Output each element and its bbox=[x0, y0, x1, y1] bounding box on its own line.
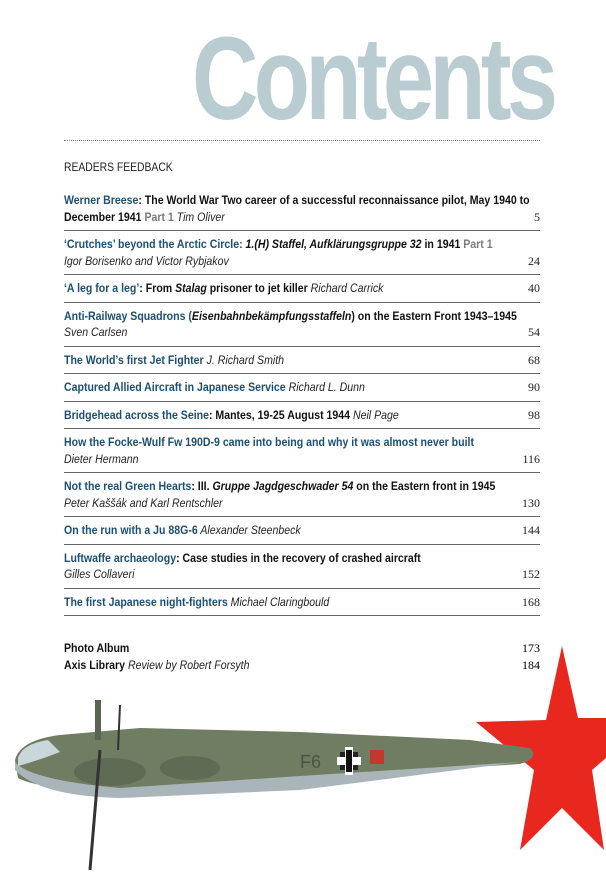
entry-text: on the Eastern front in 1945 bbox=[353, 479, 496, 493]
entry-author: Tim Oliver bbox=[173, 209, 225, 224]
entry-text: : III. bbox=[191, 479, 213, 493]
entry-author: Igor Borisenko and Victor Rybjakov bbox=[64, 253, 229, 268]
fuselage-code: F6 bbox=[300, 752, 322, 772]
entry-title bbox=[64, 478, 577, 511]
page-number: 173 bbox=[522, 641, 540, 655]
entry-text: Eisenbahnbekämpfungsstaffeln bbox=[191, 308, 352, 323]
entry-title bbox=[64, 308, 577, 341]
entry-part: Part 1 bbox=[463, 237, 493, 251]
entry-text: Luftwaffe archaeology bbox=[64, 550, 177, 565]
entry-title bbox=[64, 550, 577, 583]
entry-text: Anti-Railway Squadrons bbox=[64, 308, 186, 323]
contents-entry[interactable] bbox=[64, 303, 540, 347]
contents-entry[interactable] bbox=[64, 402, 540, 430]
readers-feedback-label: READERS FEEDBACK bbox=[64, 162, 173, 174]
entry-text: ‘Crutches’ beyond the Arctic Circle: bbox=[64, 237, 246, 251]
entry-text: ‘A leg for a leg’ bbox=[64, 281, 140, 295]
entry-title bbox=[64, 352, 577, 369]
contents-entry[interactable] bbox=[64, 473, 540, 517]
entry-author: Richard L. Dunn bbox=[285, 380, 365, 394]
entry-text: Bridgehead across the Seine bbox=[64, 407, 209, 422]
entry-author: Peter Kaššák and Karl Rentschler bbox=[64, 495, 223, 510]
entry-text: ( bbox=[185, 308, 192, 323]
page-title: Contents bbox=[192, 13, 554, 145]
contents-entry[interactable] bbox=[64, 429, 540, 473]
entry-text: Gruppe Jagdgeschwader 54 bbox=[212, 479, 354, 493]
entry-text: 1.(H) Staffel, Aufklärungsgruppe 32 bbox=[245, 237, 422, 251]
entry-title bbox=[64, 522, 577, 539]
entry-author: Sven Carlsen bbox=[64, 325, 128, 339]
entry-title bbox=[64, 192, 577, 225]
contents-entry[interactable] bbox=[64, 347, 540, 375]
page-number: 54 bbox=[528, 325, 540, 339]
contents-entry[interactable] bbox=[64, 589, 540, 617]
entry-title bbox=[64, 236, 577, 269]
entry-text: Photo Album bbox=[64, 641, 130, 655]
aircraft-illustration bbox=[0, 640, 606, 886]
page-number: 90 bbox=[528, 380, 540, 394]
entry-text: prisoner to jet killer bbox=[206, 281, 308, 295]
entry-title bbox=[64, 379, 577, 396]
page-number: 68 bbox=[528, 352, 540, 367]
entry-text: On the run with a Ju 88G-6 bbox=[64, 523, 198, 537]
entry-text: : Case studies in the recovery of crashed aircraft bbox=[176, 550, 421, 565]
contents-entry[interactable] bbox=[64, 374, 540, 402]
entry-title bbox=[64, 434, 577, 467]
contents-entry[interactable] bbox=[64, 517, 540, 545]
page-number: 184 bbox=[522, 658, 540, 672]
page-number: 24 bbox=[528, 253, 540, 268]
page-number: 144 bbox=[522, 523, 540, 537]
entry-text: : The World War Two career of a successful reconnaissance pilot, May 1940 to December 1941 bbox=[64, 193, 530, 224]
entry-text: Captured Allied Aircraft in Japanese Service bbox=[64, 380, 286, 394]
entry-author: Dieter Hermann bbox=[64, 451, 139, 466]
entry-text: : Mantes, 19-25 August 1944 bbox=[208, 407, 351, 422]
entry-text: Axis Library bbox=[64, 658, 126, 672]
dotted-divider bbox=[64, 140, 540, 141]
entry-text: The World’s first Jet Fighter bbox=[64, 352, 204, 367]
page-number: 152 bbox=[522, 567, 540, 581]
contents-entry[interactable] bbox=[64, 231, 540, 275]
entry-text: The first Japanese night-fighters bbox=[64, 594, 228, 609]
entry-title bbox=[64, 407, 577, 424]
entry-title bbox=[64, 594, 577, 611]
entry-author: J. Richard Smith bbox=[203, 352, 285, 367]
page-number: 5 bbox=[534, 209, 540, 224]
entry-text: Not the real Green Hearts bbox=[64, 479, 192, 493]
entry-author: Alexander Steenbeck bbox=[197, 523, 301, 537]
page-number: 130 bbox=[522, 495, 540, 510]
entry-text: Werner Breese bbox=[64, 193, 139, 207]
page-number: 98 bbox=[528, 407, 540, 422]
page-number: 168 bbox=[522, 594, 540, 609]
entry-text: How the Focke-Wulf Fw 190D-9 came into being and why it was almost never built bbox=[64, 435, 474, 449]
page-number: 40 bbox=[528, 281, 540, 295]
contents-entry[interactable] bbox=[64, 187, 540, 231]
entry-text: ) on the Eastern Front 1943–1945 bbox=[351, 308, 517, 323]
contents-entry[interactable] bbox=[64, 545, 540, 589]
entry-author: Gilles Collaveri bbox=[64, 567, 135, 581]
contents-entry[interactable] bbox=[64, 275, 540, 303]
entry-author: Richard Carrick bbox=[307, 281, 384, 295]
entry-text: Stalag bbox=[175, 281, 207, 295]
entry-author: Neil Page bbox=[350, 407, 399, 422]
entry-author: Michael Claringbould bbox=[227, 594, 330, 609]
entry-author: Review by Robert Forsyth bbox=[125, 658, 250, 672]
entry-text: : From bbox=[139, 281, 176, 295]
entry-text: in 1941 bbox=[421, 237, 464, 251]
contents-list bbox=[64, 187, 540, 616]
entry-part: Part 1 bbox=[144, 209, 174, 224]
page-number: 116 bbox=[522, 451, 540, 466]
entry-title bbox=[64, 280, 577, 297]
